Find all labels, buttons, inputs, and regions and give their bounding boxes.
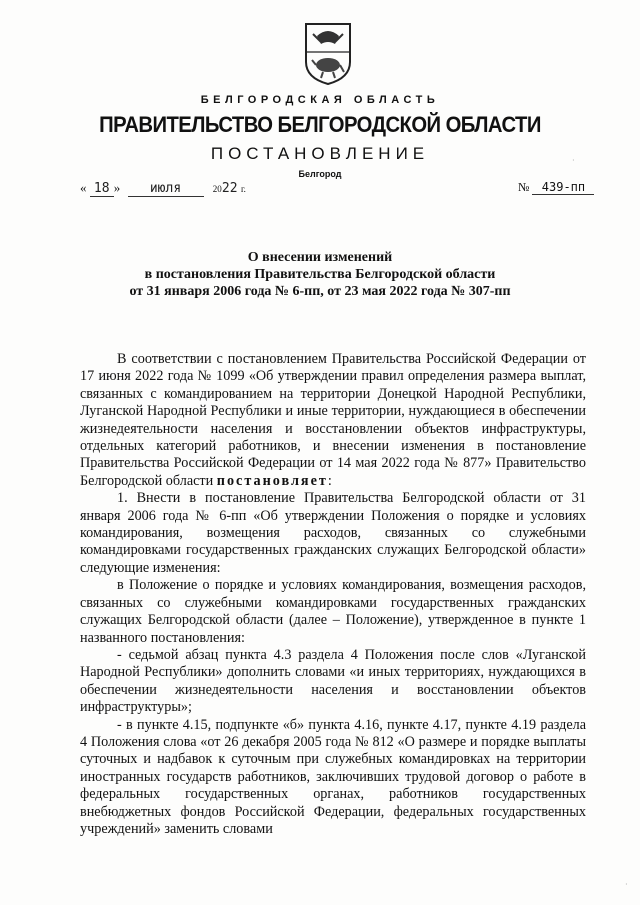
decree-date [80,180,246,197]
date-year-prefix: 20 [212,184,222,194]
preamble-colon: : [327,472,332,489]
preamble-text: В соответствии с постановлением Правительства Российской Федерации от 17 июня 2022 года № 1099 «Об утверждении правил определения размера выплат, связанных с командированием на территории Донецкой Народной Республики, Луганской Народной Республики и иные территории, нуждающиеся в обеспечении жизнедеятельности населения и восстановлении объектов инфраструктуры, отдельных категорий работников, и внесении изменения в постановление Правительства Российской Федерации от 14 мая 2022 года № 877» Правительство Белгородской области [80,351,586,489]
title-line-3: от 31 января 2006 года № 6-пп, от 23 мая 2022 года № 307-пп [129,284,511,299]
date-month: июля [128,181,204,197]
title-line-1: О внесении изменений [247,250,393,265]
document-title [0,249,640,300]
date-year-abbr: г. [241,184,246,194]
paragraph-amendment-2: - в пункте 4.15, подпункте «б» пункта 4.16, пункте 4.17, пункте 4.19 раздела 4 Положения слова «от 26 декабря 2005 года № 812 «О размере и порядке выплаты суточных и надбавок к суточным при служебных командировках на территории иностранных государств работников, заключивших трудовой договор о работе в федеральных государственных органах, работников государственных внебюджетных фондов Российской Федерации, федеральных государственных учреждений» заменить словами [80,716,586,837]
coat-of-arms-icon [303,22,353,86]
paragraph-amendment-1: - седьмой абзац пункта 4.3 раздела 4 Положения после слов «Луганской Народной Республики» дополнить словами «и иных территориях, нуждающихся в обеспечении жизнедеятельности населения и восстановлении объектов инфраструктуры»; [80,646,586,716]
number-value: 439-пп [532,180,594,195]
region-heading: БЕЛГОРОДСКАЯ ОБЛАСТЬ [200,94,440,106]
document-body [80,351,586,838]
date-close-quote: » [113,180,121,195]
paragraph-regulation: в Положение о порядке и условиях командирования, возмещения расходов, связанных со служебными командировками государственных гражданских служащих Белгородской области (далее – Положение), утвержденное в пункте 1 названного постановления: [80,577,586,646]
resolves-word: постановляет [216,472,328,489]
scan-speck: · [572,156,575,165]
city-label: Белгород [298,169,342,179]
paragraph-preamble [80,351,586,490]
title-line-2: в постановления Правительства Белгородской области [144,267,496,282]
decree-number [518,180,594,195]
government-heading: ПРАВИТЕЛЬСТВО БЕЛГОРОДСКОЙ ОБЛАСТИ [99,112,541,137]
document-type: ПОСТАНОВЛЕНИЕ [210,144,430,163]
date-day: 18 [90,181,114,197]
number-prefix: № [518,180,530,194]
date-year: 22 [221,181,238,196]
scan-speck: · [625,880,628,889]
paragraph-item-1: 1. Внести в постановление Правительства Белгородской области от 31 января 2006 года № 6-пп «Об утверждении Положения о порядке и условиях командирования, возмещения расходов, связанных со служебными командировками государственных гражданских служащих Белгородской области» следующие изменения: [80,490,586,576]
date-open-quote: « [80,180,87,195]
